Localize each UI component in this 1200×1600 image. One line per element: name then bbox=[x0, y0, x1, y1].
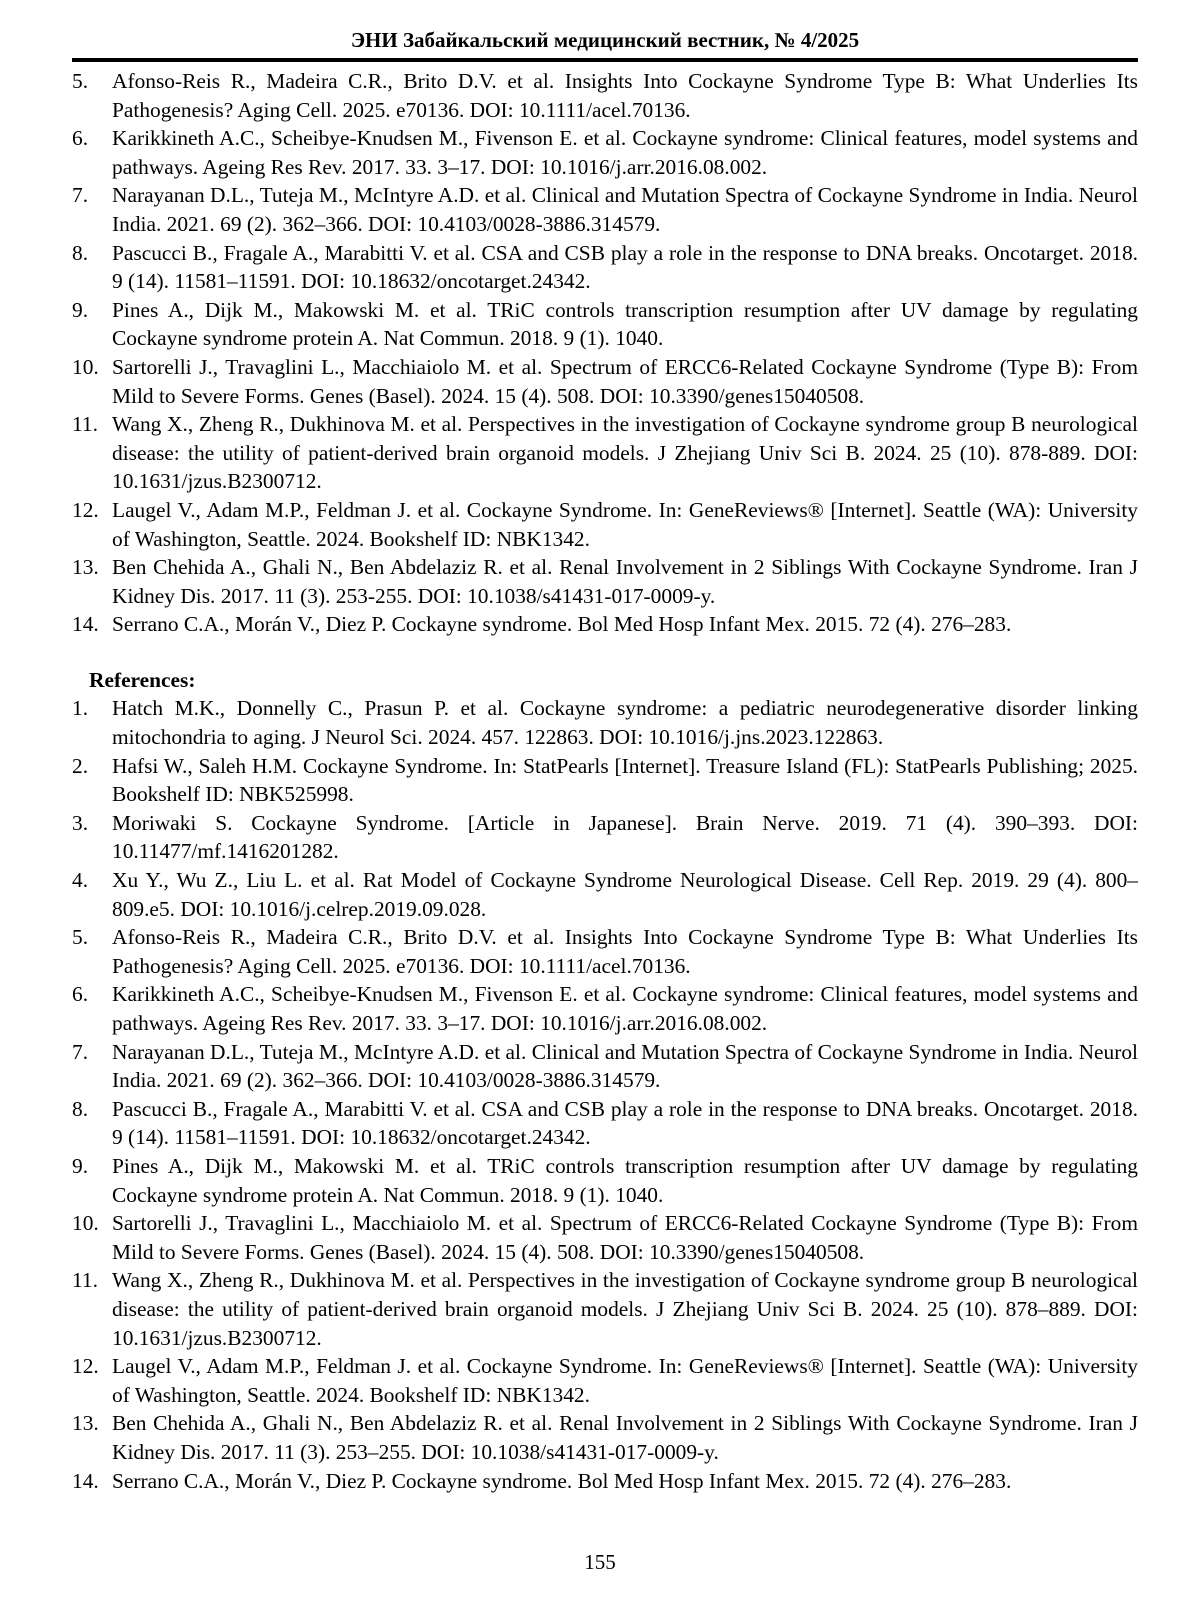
reference-number: 10. bbox=[72, 354, 99, 379]
reference-text: Narayanan D.L., Tuteja M., McIntyre A.D. et al. Clinical and Mutation Spectra of Cockayne Syndrome in India. Neurol India. 2021. 69 (2). 362–366. DOI: 10.4103/0028-3886.314579. bbox=[112, 1039, 1138, 1093]
reference-text: Pines A., Dijk M., Makowski M. et al. TRiC controls transcription resumption after UV damage by regulating Cockayne syndrome protein A. Nat Commun. 2018. 9 (1). 1040. bbox=[112, 297, 1138, 351]
reference-text: Karikkineth A.C., Scheibye-Knudsen M., Fivenson E. et al. Cockayne syndrome: Clinical features, model systems and pathways. Ageing Res Rev. 2017. 33. 3–17. DOI: 10.1016/j.arr.2016.08.002. bbox=[112, 126, 1138, 179]
reference-number: 14. bbox=[72, 1468, 99, 1493]
reference-text: Afonso-Reis R., Madeira C.R., Brito D.V. et al. Insights Into Cockayne Syndrome Type B: What Underlies Its Pathogenesis? Aging Cell. 2025. e70136. DOI: 10.1111/acel.70136. bbox=[112, 69, 1138, 122]
reference-item bbox=[72, 923, 1138, 980]
reference-item bbox=[72, 610, 1138, 639]
journal-header: ЭНИ Забайкальский медицинский вестник, № 4/2025 bbox=[350, 28, 860, 52]
reference-item bbox=[72, 553, 1138, 610]
document-page bbox=[72, 24, 1138, 1495]
reference-number: 6. bbox=[72, 982, 89, 1007]
reference-number: 7. bbox=[72, 1039, 89, 1064]
reference-item bbox=[72, 353, 1138, 410]
reference-item bbox=[72, 866, 1138, 923]
reference-text: Moriwaki S. Cockayne Syndrome. [Article in Japanese]. Brain Nerve. 2019. 71 (4). 390–393. DOI: 10.11477/mf.1416201282. bbox=[112, 810, 1138, 864]
reference-item bbox=[72, 181, 1138, 238]
reference-item bbox=[72, 1152, 1138, 1209]
reference-text: Sartorelli J., Travaglini L., Macchiaiolo M. et al. Spectrum of ERCC6-Related Cockayne Syndrome (Type B): From Mild to Severe Forms. Genes (Basel). 2024. 15 (4). 508. DOI: 10.3390/genes15040508. bbox=[112, 1211, 1138, 1264]
reference-text: Serrano C.A., Morán V., Diez P. Cockayne syndrome. Bol Med Hosp Infant Mex. 2015. 72 (4). 276–283. bbox=[112, 1468, 1012, 1493]
reference-number: 3. bbox=[72, 810, 89, 835]
reference-item bbox=[72, 1038, 1138, 1095]
reference-item bbox=[72, 496, 1138, 553]
reference-list-english bbox=[72, 694, 1138, 1495]
reference-item bbox=[72, 410, 1138, 496]
reference-text: Wang X., Zheng R., Dukhinova M. et al. Perspectives in the investigation of Cockayne syndrome group B neurological disease: the utility of patient-derived brain organoid models. J Zhejiang Univ Sci B. 2024. 25 (10). 878–889. DOI: 10.1631/jzus.B2300712. bbox=[112, 1268, 1138, 1350]
references-heading: References: bbox=[89, 667, 196, 692]
reference-number: 10. bbox=[72, 1211, 99, 1236]
reference-text: Hafsi W., Saleh H.M. Cockayne Syndrome. In: StatPearls [Internet]. Treasure Island (FL): StatPearls Publishing; 2025. Bookshelf ID: NBK525998. bbox=[112, 753, 1138, 807]
reference-item bbox=[72, 1409, 1138, 1466]
reference-number: 4. bbox=[72, 868, 89, 893]
reference-list-russian bbox=[72, 67, 1138, 639]
reference-item bbox=[72, 124, 1138, 181]
reference-number: 5. bbox=[72, 69, 89, 93]
reference-item bbox=[72, 1209, 1138, 1266]
reference-text: Pascucci B., Fragale A., Marabitti V. et al. CSA and CSB play a role in the response to DNA breaks. Oncotarget. 2018. 9 (14). 11581–11591. DOI: 10.18632/oncotarget.24342. bbox=[112, 1096, 1138, 1150]
reference-item bbox=[72, 67, 1138, 124]
page-number: 155 bbox=[584, 1550, 616, 1574]
reference-number: 5. bbox=[72, 925, 89, 950]
reference-number: 11. bbox=[72, 412, 98, 437]
header-divider bbox=[72, 58, 1138, 62]
reference-number: 13. bbox=[72, 1411, 99, 1436]
reference-number: 1. bbox=[72, 696, 89, 721]
reference-item bbox=[72, 752, 1138, 809]
reference-text: Sartorelli J., Travaglini L., Macchiaiolo M. et al. Spectrum of ERCC6-Related Cockayne Syndrome (Type B): From Mild to Severe Forms. Genes (Basel). 2024. 15 (4). 508. DOI: 10.3390/genes15040508. bbox=[112, 354, 1138, 408]
reference-text: Ben Chehida A., Ghali N., Ben Abdelaziz R. et al. Renal Involvement in 2 Siblings With Cockayne Syndrome. Iran J Kidney Dis. 2017. 11 (3). 253-255. DOI: 10.1038/s41431-017-0009-y. bbox=[112, 555, 1138, 608]
reference-text: Laugel V., Adam M.P., Feldman J. et al. Cockayne Syndrome. In: GeneReviews® [Internet]. Seattle (WA): University of Washington, Seattle. 2024. Bookshelf ID: NBK1342. bbox=[112, 497, 1138, 551]
reference-number: 9. bbox=[72, 297, 89, 322]
reference-number: 2. bbox=[72, 753, 89, 778]
reference-text: Pascucci B., Fragale A., Marabitti V. et al. CSA and CSB play a role in the response to DNA breaks. Oncotarget. 2018. 9 (14). 11581–11591. DOI: 10.18632/oncotarget.24342. bbox=[112, 240, 1138, 294]
reference-number: 8. bbox=[72, 1096, 89, 1121]
reference-item bbox=[72, 1352, 1138, 1409]
reference-number: 6. bbox=[72, 126, 89, 151]
reference-number: 12. bbox=[72, 1354, 99, 1379]
reference-number: 9. bbox=[72, 1153, 89, 1178]
reference-item bbox=[72, 296, 1138, 353]
reference-text: Afonso-Reis R., Madeira C.R., Brito D.V. et al. Insights Into Cockayne Syndrome Type B: What Underlies Its Pathogenesis? Aging Cell. 2025. e70136. DOI: 10.1111/acel.70136. bbox=[112, 925, 1138, 978]
reference-text: Karikkineth A.C., Scheibye-Knudsen M., Fivenson E. et al. Cockayne syndrome: Clinical features, model systems and pathways. Ageing Res Rev. 2017. 33. 3–17. DOI: 10.1016/j.arr.2016.08.002. bbox=[112, 982, 1138, 1035]
reference-number: 14. bbox=[72, 612, 99, 637]
reference-item bbox=[72, 1095, 1138, 1152]
reference-item bbox=[72, 1266, 1138, 1352]
reference-text: Serrano C.A., Morán V., Diez P. Cockayne syndrome. Bol Med Hosp Infant Mex. 2015. 72 (4). 276–283. bbox=[112, 612, 1012, 637]
reference-number: 8. bbox=[72, 240, 89, 265]
reference-number: 7. bbox=[72, 183, 89, 208]
reference-item bbox=[72, 239, 1138, 296]
reference-text: Wang X., Zheng R., Dukhinova M. et al. Perspectives in the investigation of Cockayne syndrome group B neurological disease: the utility of patient-derived brain organoid models. J Zhejiang Univ Sci B. 2024. 25 (10). 878-889. DOI: 10.1631/jzus.B2300712. bbox=[112, 412, 1138, 494]
reference-number: 13. bbox=[72, 555, 99, 580]
reference-item bbox=[72, 809, 1138, 866]
reference-text: Laugel V., Adam M.P., Feldman J. et al. Cockayne Syndrome. In: GeneReviews® [Internet]. Seattle (WA): University of Washington, Seattle. 2024. Bookshelf ID: NBK1342. bbox=[112, 1354, 1138, 1407]
reference-item bbox=[72, 694, 1138, 751]
reference-number: 11. bbox=[72, 1268, 98, 1293]
reference-item bbox=[72, 1467, 1138, 1496]
reference-number: 12. bbox=[72, 497, 99, 522]
reference-text: Narayanan D.L., Tuteja M., McIntyre A.D. et al. Clinical and Mutation Spectra of Cockayne Syndrome in India. Neurol India. 2021. 69 (2). 362–366. DOI: 10.4103/0028-3886.314579. bbox=[112, 183, 1138, 236]
reference-text: Xu Y., Wu Z., Liu L. et al. Rat Model of Cockayne Syndrome Neurological Disease. Cell Rep. 2019. 29 (4). 800–809.e5. DOI: 10.1016/j.celrep.2019.09.028. bbox=[112, 868, 1138, 921]
reference-text: Hatch M.K., Donnelly C., Prasun P. et al. Cockayne syndrome: a pediatric neurodegenerative disorder linking mitochondria to aging. J Neurol Sci. 2024. 457. 122863. DOI: 10.1016/j.jns.2023.122863. bbox=[112, 696, 1138, 750]
reference-text: Ben Chehida A., Ghali N., Ben Abdelaziz R. et al. Renal Involvement in 2 Siblings With Cockayne Syndrome. Iran J Kidney Dis. 2017. 11 (3). 253–255. DOI: 10.1038/s41431-017-0009-y. bbox=[112, 1411, 1138, 1464]
reference-item bbox=[72, 980, 1138, 1037]
reference-text: Pines A., Dijk M., Makowski M. et al. TRiC controls transcription resumption after UV damage by regulating Cockayne syndrome protein A. Nat Commun. 2018. 9 (1). 1040. bbox=[112, 1153, 1138, 1207]
